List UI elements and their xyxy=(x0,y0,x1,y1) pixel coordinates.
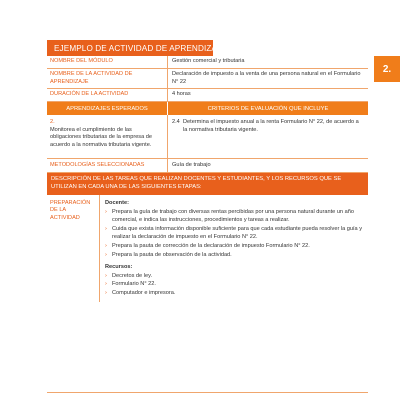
learning-row xyxy=(47,115,368,159)
criteria-number: 2.4 xyxy=(172,119,180,125)
criteria-text: Determina el impuesto anual a la renta Formulario N° 22, de acuerdo a la normativa tributaria vigente. xyxy=(183,119,359,133)
teacher-item-text: Prepara la pauta de observación de la actividad. xyxy=(112,251,232,258)
activity-name-label: NOMBRE DE LA ACTIVIDAD DE APRENDIZAJE xyxy=(47,69,168,88)
criteria-cell xyxy=(168,115,368,158)
learning-number: 2. xyxy=(50,119,55,125)
activity-table xyxy=(47,56,368,302)
module-label: NOMBRE DEL MÓDULO xyxy=(47,56,168,68)
list-item xyxy=(105,208,363,225)
teacher-item-text: Cuida que exista información disponible suficiente para que cada estudiante pueda resolver la guía y realizar la declaración de impuesto en el Formulario N° 22. xyxy=(112,225,363,241)
page-number-tab: 2. xyxy=(374,56,400,82)
list-item xyxy=(105,280,363,289)
duration-value: 4 horas xyxy=(172,91,191,98)
section-title: EJEMPLO DE ACTIVIDAD DE APRENDIZAJE xyxy=(47,40,213,56)
expected-learning-header: APRENDIZAJES ESPERADOS xyxy=(47,102,168,115)
duration-row xyxy=(47,89,368,102)
resource-item-text: Formulario N° 22. xyxy=(112,281,156,288)
list-item xyxy=(105,289,363,298)
tasks-description-bar: DESCRIPCIÓN DE LAS TAREAS QUE REALIZAN DOCENTES Y ESTUDIANTES, Y LOS RECURSOS QUE SE UTILIZAN EN CADA UNA DE LAS SIGUIENTES ETAPAS: xyxy=(47,173,368,195)
list-item xyxy=(105,251,363,260)
bullet-arrow-icon: › xyxy=(105,251,107,258)
module-value: Gestión comercial y tributaria xyxy=(172,58,245,65)
bullet-arrow-icon: › xyxy=(105,272,107,279)
activity-name-value: Declaración de impuesto a la venta de una persona natural en el Formulario N° 22 xyxy=(172,71,361,85)
list-item xyxy=(105,272,363,281)
teacher-item-text: Prepara la pauta de corrección de la declaración de impuesto Formulario N° 22. xyxy=(112,242,310,249)
preparation-label: PREPARACIÓN DE LA ACTIVIDAD xyxy=(47,195,100,302)
methodologies-value: Guía de trabajo xyxy=(172,161,211,168)
preparation-body xyxy=(100,195,368,302)
teacher-heading: Docente: xyxy=(105,200,129,206)
bullet-arrow-icon: › xyxy=(105,242,107,249)
resource-item-text: Computador e impresora. xyxy=(112,289,176,296)
learning-text: Monitorea el cumplimiento de las obligaciones tributarias de la empresa de acuerdo a la normativa tributaria vigente. xyxy=(50,126,152,148)
methodologies-label: METODOLOGÍAS SELECCIONADAS xyxy=(47,159,168,172)
criteria-header: CRITERIOS DE EVALUACIÓN QUE INCLUYE xyxy=(168,102,368,115)
list-item xyxy=(105,225,363,242)
bullet-arrow-icon: › xyxy=(105,208,107,215)
methodologies-row xyxy=(47,159,368,173)
bullet-arrow-icon: › xyxy=(105,225,107,232)
duration-label: DURACIÓN DE LA ACTIVIDAD xyxy=(47,89,168,101)
module-row xyxy=(47,56,368,69)
resources-heading: Recursos: xyxy=(105,264,133,271)
activity-name-row xyxy=(47,69,368,89)
list-item xyxy=(105,242,363,251)
teacher-item-text: Prepara la guía de trabajo con diversas rentas percibidas por una persona natural durante un año comercial, e indica las instrucciones, procedimientos y tareas a realizar. xyxy=(112,208,354,224)
header-row xyxy=(47,102,368,115)
bullet-arrow-icon: › xyxy=(105,289,107,296)
preparation-row xyxy=(47,195,368,302)
bullet-arrow-icon: › xyxy=(105,281,107,288)
learning-cell xyxy=(47,115,168,158)
bottom-divider xyxy=(47,392,368,393)
resource-item-text: Decretos de ley. xyxy=(112,272,153,279)
